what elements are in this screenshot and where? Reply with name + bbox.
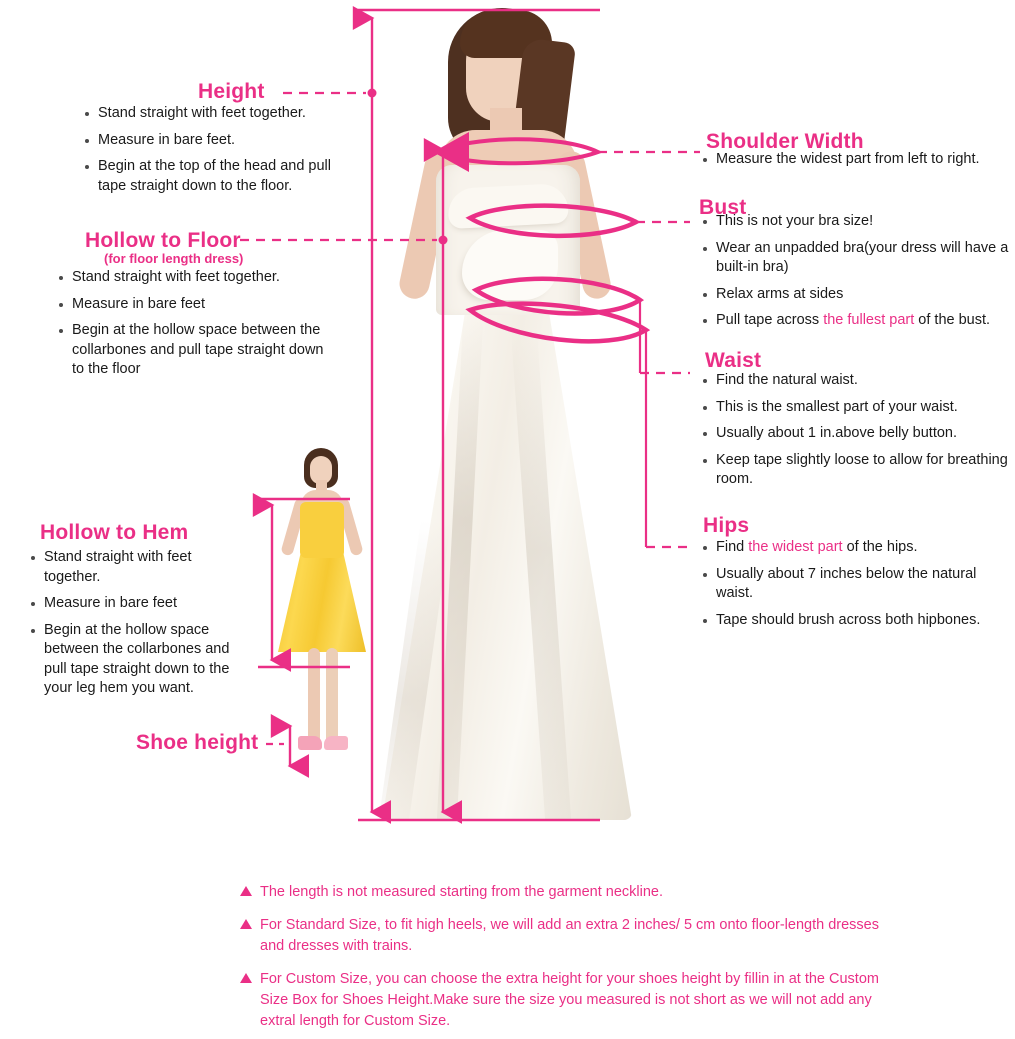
waist-bullet-1: Find the natural waist. <box>716 371 1010 391</box>
shoulder-width-bullets <box>698 150 1008 177</box>
shoe-height-heading: Shoe height <box>136 731 259 754</box>
waist-bullet-4: Keep tape slightly loose to allow for breathing room. <box>716 451 1010 490</box>
hollow-to-floor-bullet-1: Stand straight with feet together. <box>72 268 334 288</box>
shoulder-width-heading: Shoulder Width <box>706 130 864 153</box>
footer-note-1 <box>240 882 880 903</box>
footer-notes <box>240 882 880 1032</box>
waist-bullet-2: This is the smallest part of your waist. <box>716 398 1010 418</box>
hips-bullet-1-prefix: Find <box>716 539 749 555</box>
bust-bullets <box>698 212 1015 338</box>
footer-note-2-text: For Standard Size, to fit high heels, we will add an extra 2 inches/ 5 cm onto floor-length dresses and dresses with trains. <box>260 917 879 955</box>
warning-triangle-icon <box>240 919 252 929</box>
waist-bullets <box>698 371 1010 497</box>
hips-bullet-2: Usually about 7 inches below the natural waist. <box>716 565 1012 604</box>
footer-note-1-text: The length is not measured starting from the garment neckline. <box>260 884 663 900</box>
bust-heading: Bust <box>699 196 747 219</box>
hollow-to-hem-bullets <box>26 548 246 706</box>
hips-bullet-1-emphasis: the widest part <box>748 539 843 555</box>
bust-bullet-4 <box>716 311 1015 331</box>
short-dress-figure-image <box>268 440 378 770</box>
bust-bullet-2: Wear an unpadded bra(your dress will have a built-in bra) <box>716 239 1015 278</box>
hips-bullet-3: Tape should brush across both hipbones. <box>716 611 1012 631</box>
warning-triangle-icon <box>240 973 252 983</box>
height-heading: Height <box>198 80 265 103</box>
hollow-to-floor-heading: Hollow to Floor <box>85 229 241 252</box>
hips-bullet-1 <box>716 538 1012 558</box>
bust-bullet-4-suffix: of the bust. <box>914 312 991 329</box>
hollow-to-floor-bullet-2: Measure in bare feet <box>72 295 334 315</box>
height-bullet-3: Begin at the top of the head and pull tape straight down to the floor. <box>98 157 340 196</box>
bust-bullet-4-emphasis: the fullest part <box>823 312 915 329</box>
warning-triangle-icon <box>240 886 252 896</box>
hollow-to-floor-bullets <box>54 268 334 387</box>
bust-bullet-3: Relax arms at sides <box>716 285 1015 305</box>
hips-bullets <box>698 538 1012 637</box>
hips-bullet-1-suffix: of the hips. <box>842 539 918 555</box>
hollow-to-floor-subheading: (for floor length dress) <box>104 251 244 266</box>
bust-bullet-4-prefix: Pull tape across <box>716 312 824 329</box>
footer-note-3-text: For Custom Size, you can choose the extra height for your shoes height by fillin in at the Custom Size Box for Shoes Height.Make sure the size you measured is not short as we will not add any extral length for Custom Size. <box>260 971 879 1030</box>
bust-bullet-1: This is not your bra size! <box>716 212 1015 232</box>
footer-note-2 <box>240 915 880 957</box>
hollow-to-floor-bullet-3: Begin at the hollow space between the collarbones and pull tape straight down to the floor <box>72 321 334 380</box>
shoulder-width-bullet-1: Measure the widest part from left to right. <box>716 150 1008 170</box>
footer-note-3 <box>240 969 880 1032</box>
height-bullet-1: Stand straight with feet together. <box>98 104 340 124</box>
waist-bullet-3: Usually about 1 in.above belly button. <box>716 424 1010 444</box>
hips-heading: Hips <box>703 514 750 537</box>
bride-figure-image <box>330 0 660 830</box>
hollow-to-hem-heading: Hollow to Hem <box>40 521 189 544</box>
height-bullets <box>80 104 340 203</box>
hollow-to-hem-bullet-1: Stand straight with feet together. <box>44 548 246 587</box>
hollow-to-hem-bullet-3: Begin at the hollow space between the collarbones and pull tape straight down to the your leg hem you want. <box>44 621 246 699</box>
waist-heading: Waist <box>705 349 762 372</box>
height-bullet-2: Measure in bare feet. <box>98 131 340 151</box>
hollow-to-hem-bullet-2: Measure in bare feet <box>44 594 246 614</box>
